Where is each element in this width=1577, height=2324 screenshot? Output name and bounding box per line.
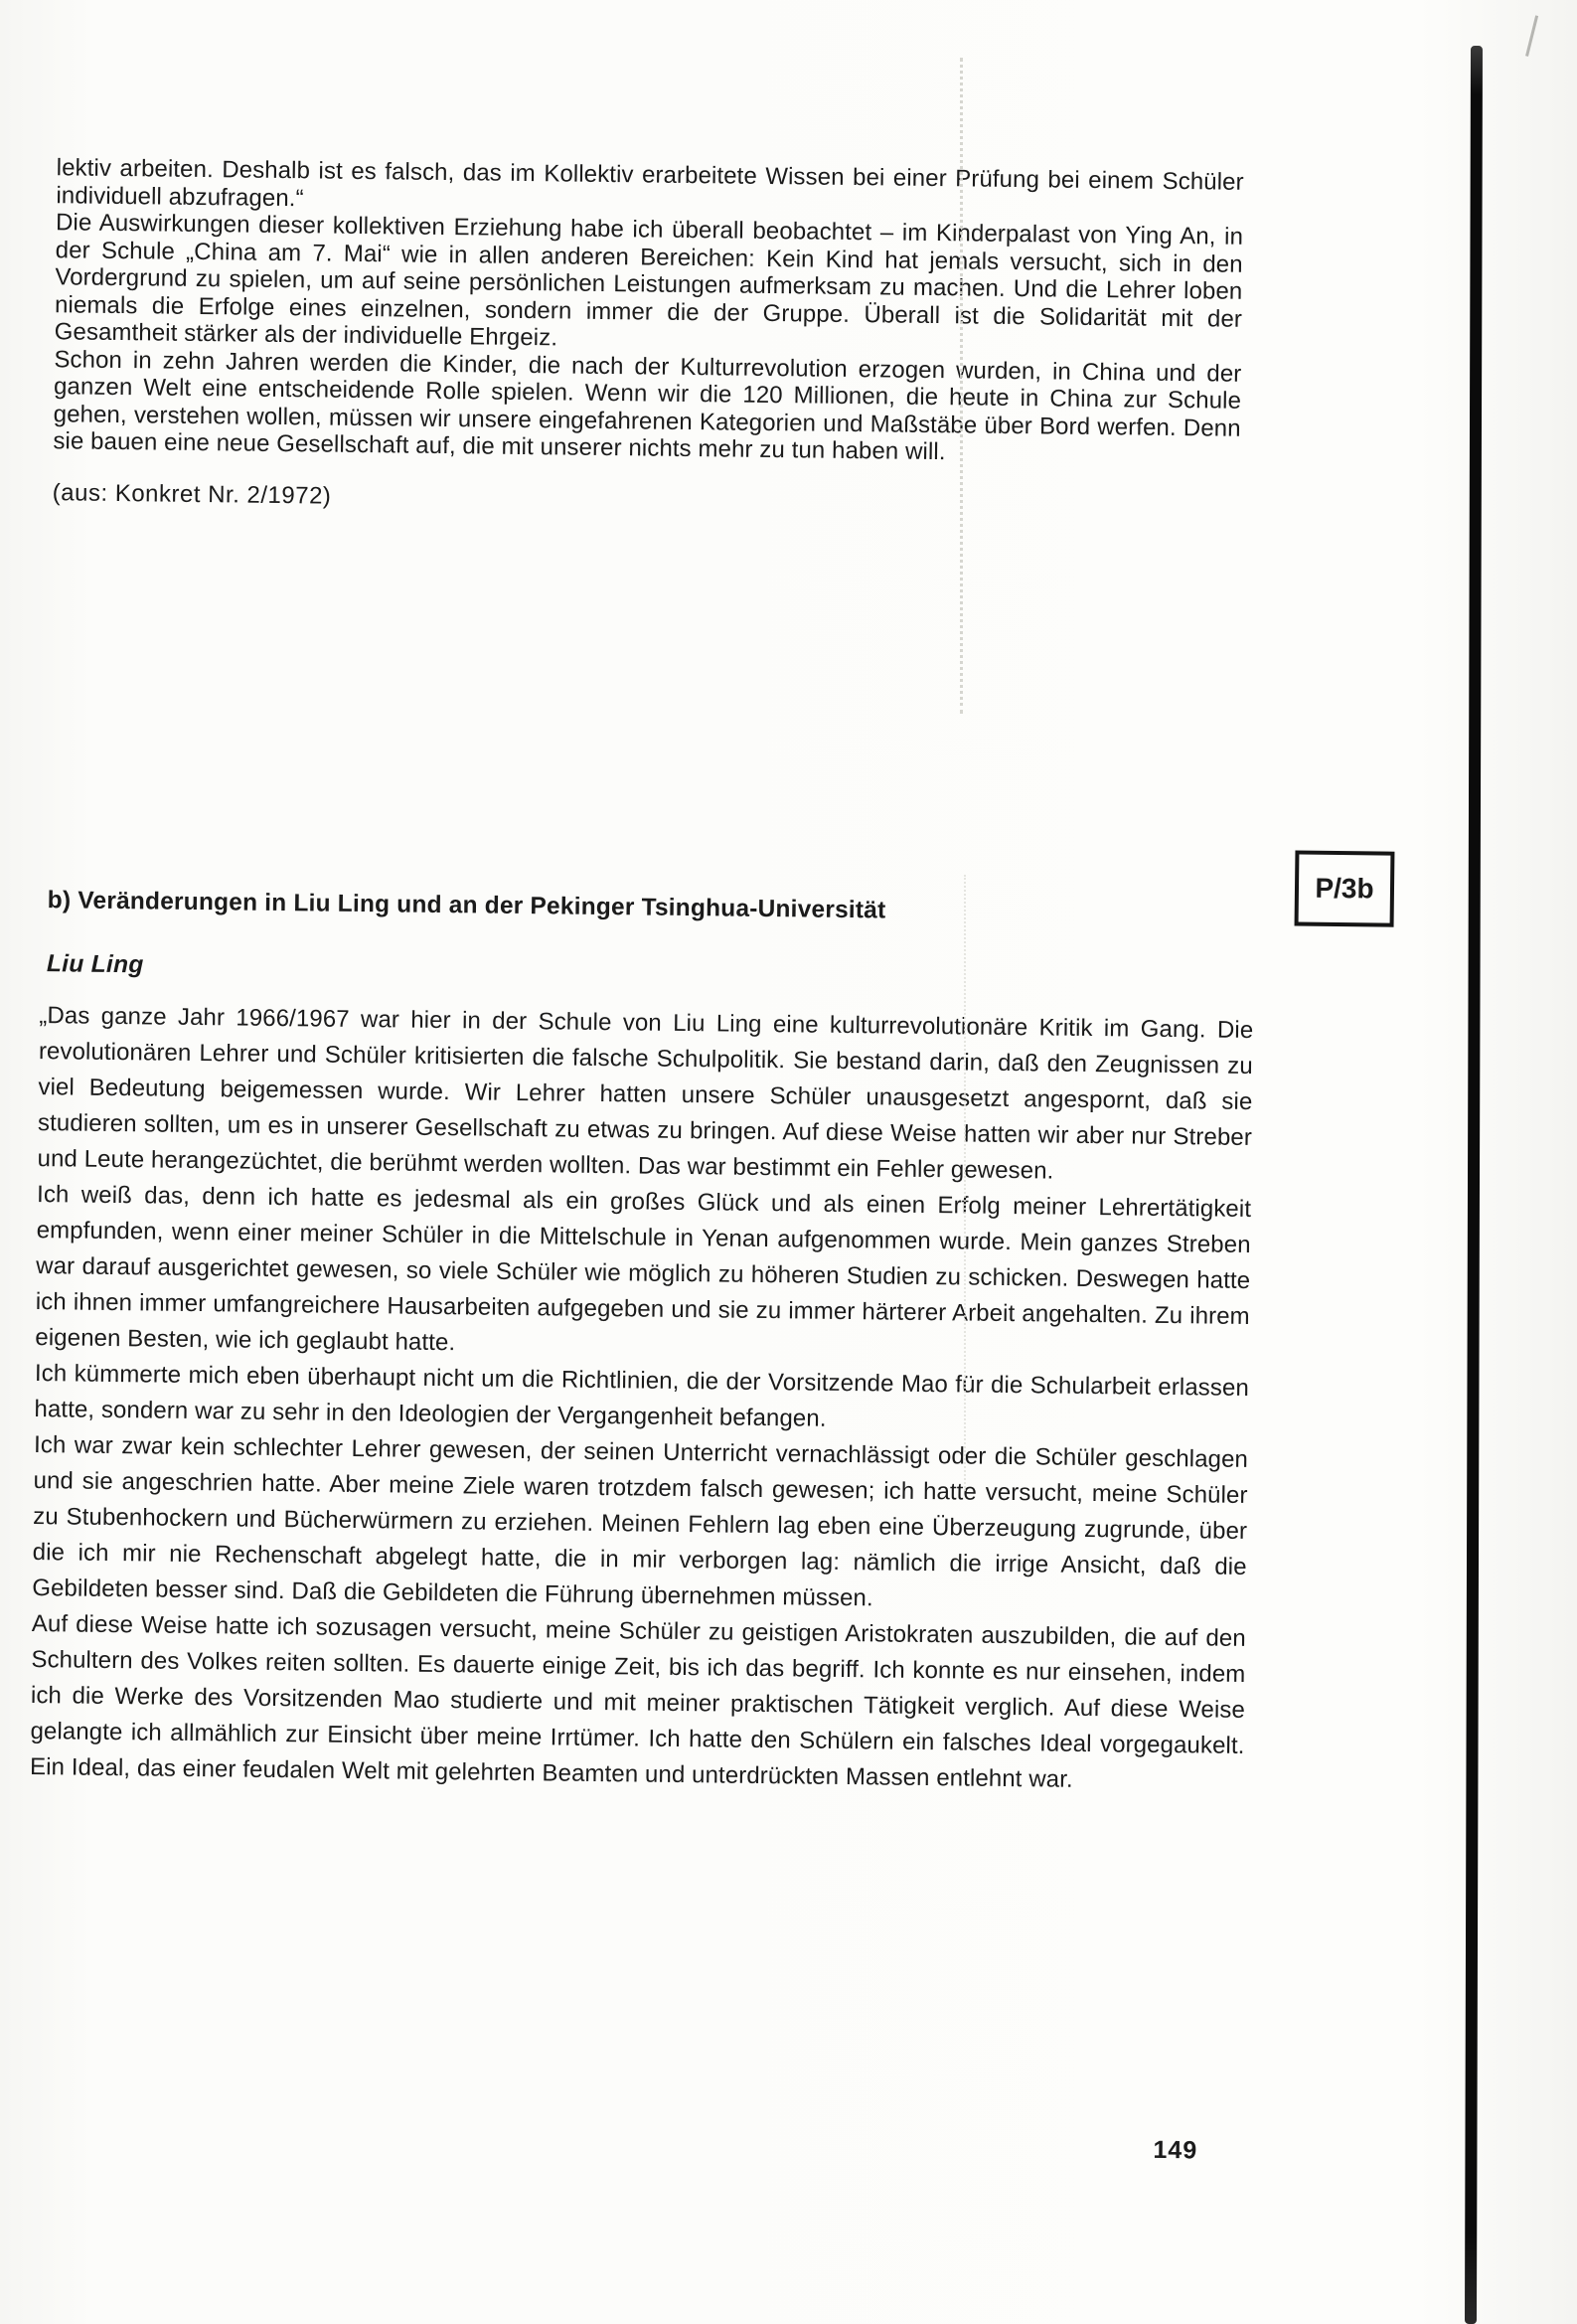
- intro-text-block: [53, 154, 1244, 521]
- paragraph: Auf diese Weise hatte ich sozusagen versucht, meine Schüler zu geistigen Aristokraten auszubilden, die auf den Schultern des Volkes reiten sollten. Es dauerte einige Zeit, bis ich das begriff. Ich konnte es nur einsehen, indem ich die Werke des Vorsitzenden Mao studierte und mit meiner praktischen Tätigkeit verglich. Auf diese Weise gelangte ich allmählich zur Einsicht über meine Irrtümer. Ich hatte den Schülern ein falsches Ideal vorgegaukelt. Ein Ideal, das einer feudalen Welt mit gelehrten Beamten und unterdrückten Massen entlehnt war.: [29, 1610, 1246, 1793]
- subsection-title: Liu Ling: [46, 950, 144, 979]
- paragraph: Die Auswirkungen dieser kollektiven Erziehung habe ich überall beobachtet – im Kinderpalast von Ying An, in der Schule „China am 7. Mai“ wie in allen anderen Bereichen: Kein Kind hat jemals versucht, sich in den Vordergrund zu spielen, um auf seine persönlichen Leistungen aufmerksam zu machen. Und die Lehrer loben niemals die Erfolge eines einzelnen, sondern immer die der Gruppe. Überall ist die Solidarität mit der Gesamtheit stärker als der individuelle Ehrgeiz.: [54, 209, 1244, 352]
- paragraph: Schon in zehn Jahren werden die Kinder, die nach der Kulturrevolution erzogen wurden, in China und der ganzen Welt eine entscheidende Rolle spielen. Wenn wir die 120 Millionen, die heute in China zur Schule gehen, verstehen wollen, müssen wir unsere eingefahrenen Kategorien und Maßstäbe über Bord werfen. Denn sie bauen eine neue Gesellschaft auf, die mit unserer nichts mehr zu tun haben will.: [53, 345, 1242, 466]
- liu-ling-text-block: [30, 998, 1254, 1800]
- section-heading: b) Veränderungen in Liu Ling und an der Pekinger Tsinghua-Universität: [47, 887, 886, 924]
- paragraph: Ich weiß das, denn ich hatte es jedesmal als ein großes Glück und als einen Erfolg meiner Lehrertätigkeit empfunden, wenn einer meiner Schüler in die Mittelschule in Yenan aufgenommen wurde. Mein ganzes Streben war darauf ausgerichtet gewesen, so viele Schüler wie möglich zu höheren Studien zu schicken. Deswegen hatte ich ihnen immer umfangreichere Hausarbeiten aufgegeben und sie zu immer härterer Arbeit angehalten. Zu ihrem eigenen Besten, wie ich geglaubt hatte.: [35, 1181, 1252, 1357]
- paragraph: Ich kümmerte mich eben überhaupt nicht um die Richtlinien, die der Vorsitzende Mao für die Schularbeit erlassen hatte, sondern war zu sehr in den Ideologien der Vergangenheit befangen.: [34, 1360, 1250, 1432]
- paragraph: „Das ganze Jahr 1966/1967 war hier in der Schule von Liu Ling eine kulturrevolutionäre Kritik im Gang. Die revolutionären Lehrer und Schüler kritisierten die falsche Schulpolitik. Sie bestand darin, daß den Zeugnissen zu viel Bedeutung beigemessen wurde. Wir Lehrer hatten unsere Schüler unausgesetzt angespornt, daß sie studieren sollten, um es in unserer Gesellschaft zu etwas zu bringen. Auf diese Weise hatten wir aber nur Streber und Leute herangezüchtet, die berühmt werden wollten. Das war bestimmt ein Fehler gewesen.: [37, 1002, 1254, 1185]
- page-number: 149: [1153, 2135, 1198, 2165]
- source-citation: (aus: Konkret Nr. 2/1972): [52, 478, 332, 510]
- scan-artifact-fold-line: [960, 58, 963, 714]
- section-marker-label: P/3b: [1315, 872, 1374, 905]
- paragraph: lektiv arbeiten. Deshalb ist es falsch, das im Kollektiv erarbeitete Wissen bei einer Prüfung bei einem Schüler individuell abzufragen.“: [56, 154, 1244, 212]
- section-marker-box: [1295, 851, 1395, 927]
- scan-artifact-fold-line: [964, 875, 966, 1491]
- paragraph: Ich war zwar kein schlechter Lehrer gewesen, der seinen Unterricht vernachlässigt oder die Schüler geschlagen und sie angeschrien hatte. Aber meine Ziele waren trotzdem falsch gewesen; ich hatte versucht, meine Schüler zu Stubenhockern und Bücherwürmern zu erziehen. Meinen Fehlern lag eben eine Überzeugung zugrunde, über die ich mir nie Rechenschaft abgelegt hatte, die in mir verborgen lag: nämlich die irrige Ansicht, daß die Gebildeten besser sind. Daß die Gebildeten die Führung übernehmen müssen.: [32, 1431, 1249, 1612]
